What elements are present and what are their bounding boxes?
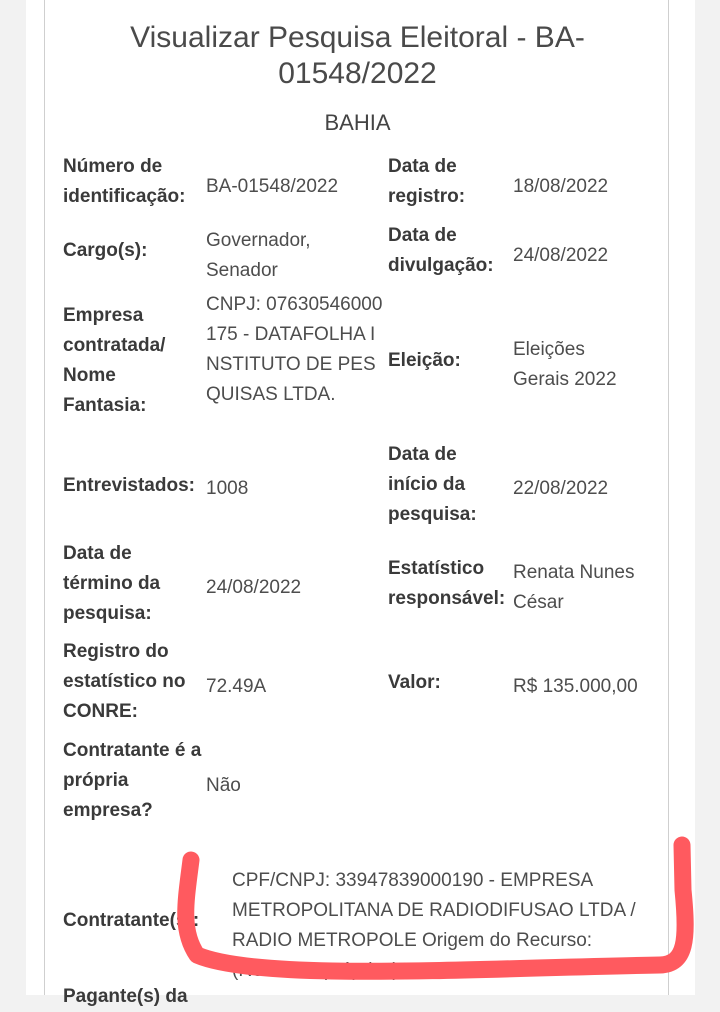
state-heading: BAHIA: [324, 110, 391, 135]
entrevistados-value: 1008: [206, 478, 249, 499]
contratante-propria-value: Não: [206, 775, 241, 796]
numero-label: Número de identificação:: [63, 156, 186, 207]
entrevistados-label: Entrevistados:: [63, 475, 195, 496]
cargos-label: Cargo(s):: [63, 240, 148, 261]
valor-value: R$ 135.000,00: [513, 676, 638, 697]
cargos-value: Governador, Senador: [206, 230, 311, 281]
data-termino-label: Data de término da pesquisa:: [63, 543, 161, 624]
data-divulgacao-value: 24/08/2022: [513, 245, 609, 266]
estatistico-value: Renata Nunes César: [513, 562, 635, 613]
survey-detail-card: [44, 0, 669, 1007]
data-registro-label: Data de registro:: [388, 156, 466, 207]
eleicao-value: Eleições Gerais 2022: [513, 339, 617, 390]
pagante-label: Pagante(s) da: [63, 986, 188, 1007]
estatistico-label: Estatístico responsável:: [388, 558, 506, 609]
eleicao-label: Eleição:: [388, 350, 461, 371]
data-registro-value: 18/08/2022: [513, 176, 609, 197]
registro-conre-value: 72.49A: [206, 676, 267, 697]
numero-value: BA-01548/2022: [206, 176, 339, 197]
registro-conre-label: Registro do estatístico no CONRE:: [63, 641, 186, 722]
contratante-propria-label: Contratante é a própria empresa?: [63, 740, 202, 821]
valor-label: Valor:: [388, 672, 441, 693]
data-inicio-value: 22/08/2022: [513, 478, 609, 499]
data-inicio-label: Data de início da pesquisa:: [388, 444, 477, 525]
contratante-value: CPF/CNPJ: 33947839000190 - EMPRESA METROPOLITANA DE RADIODIFUSAO LTDA / RADIO METROPOLE Origem do Recurso: (Recursos próprios): [232, 870, 636, 981]
empresa-value: CNPJ: 07630546000175 - DATAFOLHA INSTITUTO DE PESQUISAS LTDA.: [206, 294, 383, 405]
page-title: Visualizar Pesquisa Eleitoral - BA-01548/2022: [130, 21, 585, 90]
contratante-label: Contratante(s):: [63, 910, 200, 931]
data-divulgacao-label: Data de divulgação:: [388, 225, 494, 276]
empresa-label: Empresa contratada/ Nome Fantasia:: [63, 305, 166, 416]
data-termino-value: 24/08/2022: [206, 577, 302, 598]
